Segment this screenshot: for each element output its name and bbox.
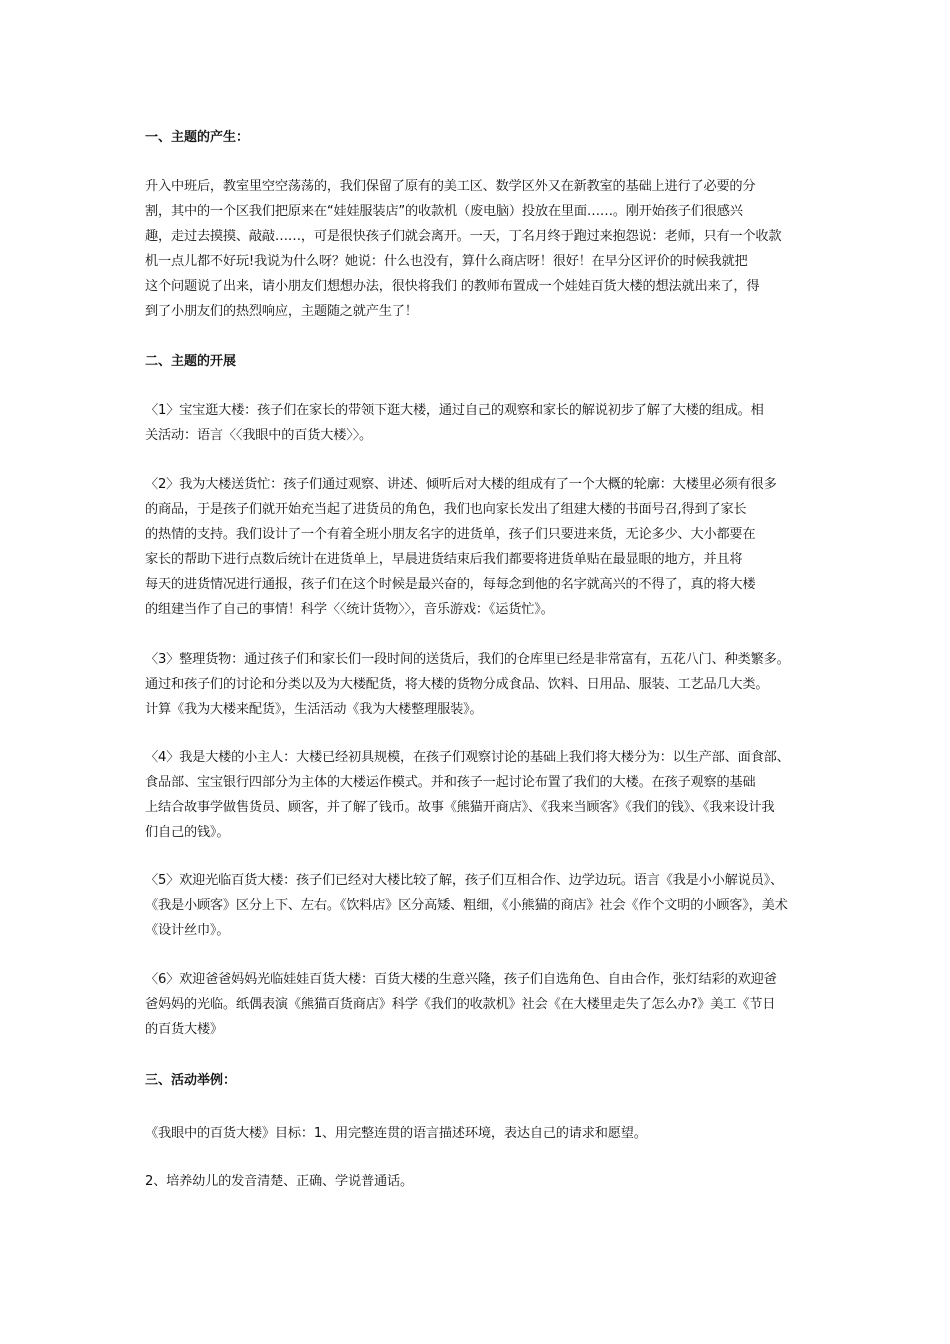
paragraph-step-4 <box>145 745 810 845</box>
text-line: 2、培养幼儿的发音清楚、正确、学说普通话。 <box>145 1174 413 1189</box>
text-line: 每天的进货情况进行通报，孩子们在这个时候是最兴奋的，每每念到他的名字就高兴的不得了，真的将大楼 <box>145 577 756 592</box>
paragraph-intro <box>145 174 810 324</box>
text-line: 们自己的钱》。 <box>145 825 230 840</box>
text-line: 〈2〉我为大楼送货忙：孩子们通过观察、讲述、倾听后对大楼的组成有了一个大概的轮廓：大楼里必须有很多 <box>145 477 777 492</box>
text-line: 通过和孩子们的讨论和分类以及为大楼配货，将大楼的货物分成食品、饮料、日用品、服装、工艺品几大类。 <box>145 677 769 692</box>
text-line: 家长的帮助下进行点数后统计在进货单上，早晨进货结束后我们都要将进货单贴在最显眼的地方，并且将 <box>145 552 743 567</box>
text-line: 食品部、宝宝银行四部分为主体的大楼运作模式。并和孩子一起讨论布置了我们的大楼。在孩子观察的基础 <box>145 775 756 790</box>
text-line: 到了小朋友们的热烈响应，主题随之就产生了！ <box>145 304 418 319</box>
text-line: 的热情的支持。我们设计了一个有着全班小朋友名字的进货单，孩子们只要进来货，无论多少、大小都要在 <box>145 527 756 542</box>
text-line: 升入中班后，教室里空空荡荡的，我们保留了原有的美工区、数学区外又在新教室的基础上进行了必要的分 <box>145 179 756 194</box>
text-line: 计算《我为大楼来配货》，生活活动《我为大楼整理服装》。 <box>145 702 483 717</box>
text-line: 的百货大楼》 <box>145 1022 223 1037</box>
text-line: 《我是小顾客》区分上下、左右。《饮料店》区分高矮、粗细，《小熊猫的商店》社会《作个文明的小顾客》，美术 <box>145 898 788 913</box>
text-line: 〈5〉欢迎光临百货大楼：孩子们已经对大楼比较了解，孩子们互相合作、边学边玩。语言《我是小小解说员》、 <box>145 873 783 888</box>
text-line: 的组建当作了自己的事情！科学〈〈统计货物〉〉，音乐游戏：《运货忙》。 <box>145 602 554 617</box>
text-line: 的商品，于是孩子们就开始充当起了进货员的角色，我们也向家长发出了组建大楼的书面号召,得到了家长 <box>145 502 747 517</box>
paragraph-step-5 <box>145 868 810 943</box>
text-line: 机一点儿都不好玩!我说为什么呀？她说：什么也没有，算什么商店呀！很好！在早分区评价的时候我就把 <box>145 254 748 269</box>
text-line: 这个问题说了出来，请小朋友们想想办法，很快将我们 的教师布置成一个娃娃百货大楼的想法就出来了，得 <box>145 279 760 294</box>
text-line: 〈3〉整理货物：通过孩子们和家长们一段时间的送货后，我们的仓库里已经是非常富有，五花八门、种类繁多。 <box>145 652 790 667</box>
text-line: 趣，走过去摸摸、敲敲……，可是很快孩子们就会离开。一天，丁名月终于跑过来抱怨说：老师，只有一个收款 <box>145 229 782 244</box>
text-line: 〈1〉宝宝逛大楼：孩子们在家长的带领下逛大楼，通过自己的观察和家长的解说初步了解了大楼的组成。相 <box>145 403 764 418</box>
text-line: 上结合故事学做售货员、顾客，并了解了钱币。故事《熊猫开商店》、《我来当顾客》《我们的钱》、《我来设计我 <box>145 800 775 815</box>
paragraph-step-1 <box>145 398 810 448</box>
text-line: 〈6〉欢迎爸爸妈妈光临娃娃百货大楼：百货大楼的生意兴隆，孩子们自选角色、自由合作，张灯结彩的欢迎爸 <box>145 972 777 987</box>
text-line: 《我眼中的百货大楼》目标：1、用完整连贯的语言描述环境，表达自己的请求和愿望。 <box>145 1126 647 1141</box>
paragraph-goal-2 <box>145 1169 810 1194</box>
text-line: 割，其中的一个区我们把原来在“娃娃服装店”的收款机（废电脑）投放在里面……。刚开始孩子们很感兴 <box>145 204 743 219</box>
section-heading-1: 一、主题的产生： <box>145 130 250 145</box>
section-heading-2: 二、主题的开展 <box>145 354 237 369</box>
text-line: 《设计丝巾》。 <box>145 923 230 938</box>
paragraph-step-2 <box>145 472 810 622</box>
section-heading-3: 三、活动举例： <box>145 1073 237 1088</box>
text-line: 关活动：语言〈〈我眼中的百货大楼〉〉。 <box>145 428 372 443</box>
paragraph-step-6 <box>145 967 810 1042</box>
paragraph-step-3 <box>145 647 810 722</box>
text-line: 〈4〉我是大楼的小主人：大楼已经初具规模，在孩子们观察讨论的基础上我们将大楼分为：以生产部、面食部、 <box>145 750 790 765</box>
text-line: 爸妈妈的光临。纸偶表演《熊猫百货商店》科学《我们的收款机》社会《在大楼里走失了怎么办?》美工《节日 <box>145 997 776 1012</box>
paragraph-goal-1 <box>145 1121 810 1146</box>
